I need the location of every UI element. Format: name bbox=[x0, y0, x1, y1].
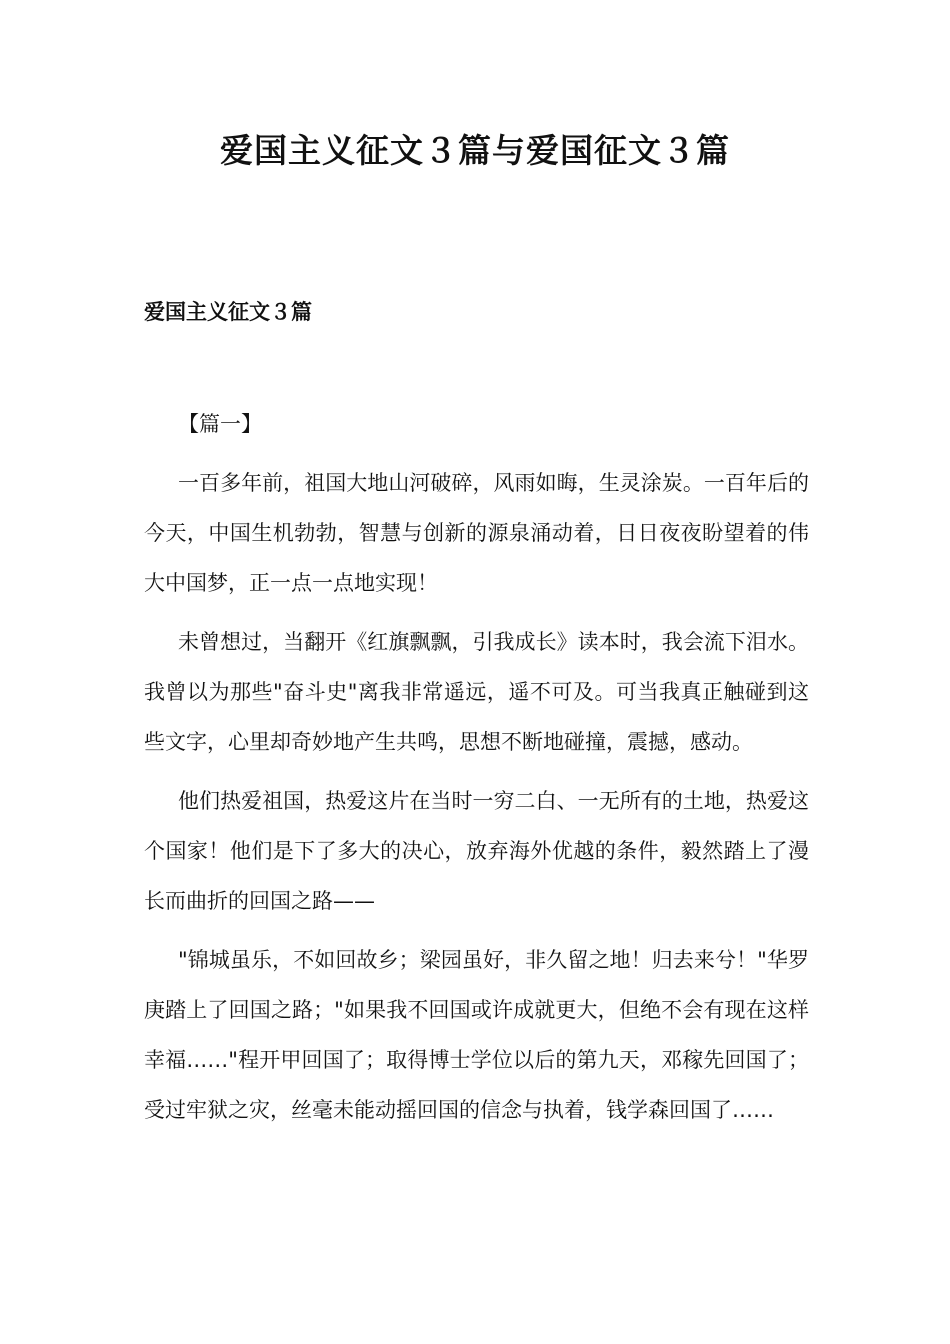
part-label: 【篇一】 bbox=[178, 412, 262, 436]
section-heading: 爱国主义征文３篇 bbox=[144, 300, 312, 324]
document-title: 爱国主义征文３篇与爱国征文３篇 bbox=[220, 131, 730, 170]
paragraph: "锦城虽乐，不如回故乡；梁园虽好，非久留之地！归去来兮！"华罗庚踏上了回国之路；"如果我不回国或许成就更大，但绝不会有现在这样幸福……"程开甲回国了；取得博士学位以后的第九天，邓稼先回国了；受过牢狱之灾，丝毫未能动摇回国的信念与执着，钱学森回国了…… bbox=[144, 948, 809, 1122]
paragraph: 他们热爱祖国，热爱这片在当时一穷二白、一无所有的土地，热爱这个国家！他们是下了多大的决心，放弃海外优越的条件，毅然踏上了漫长而曲折的回国之路—— bbox=[144, 789, 809, 913]
paragraph: 一百多年前，祖国大地山河破碎，风雨如晦，生灵涂炭。一百年后的今天，中国生机勃勃，智慧与创新的源泉涌动着，日日夜夜盼望着的伟大中国梦，正一点一点地实现！ bbox=[144, 471, 809, 595]
body-text bbox=[144, 458, 809, 1144]
paragraph: 未曾想过，当翻开《红旗飘飘，引我成长》读本时，我会流下泪水。我曾以为那些"奋斗史"离我非常遥远，遥不可及。可当我真正触碰到这些文字，心里却奇妙地产生共鸣，思想不断地碰撞，震撼，感动。 bbox=[144, 630, 809, 754]
